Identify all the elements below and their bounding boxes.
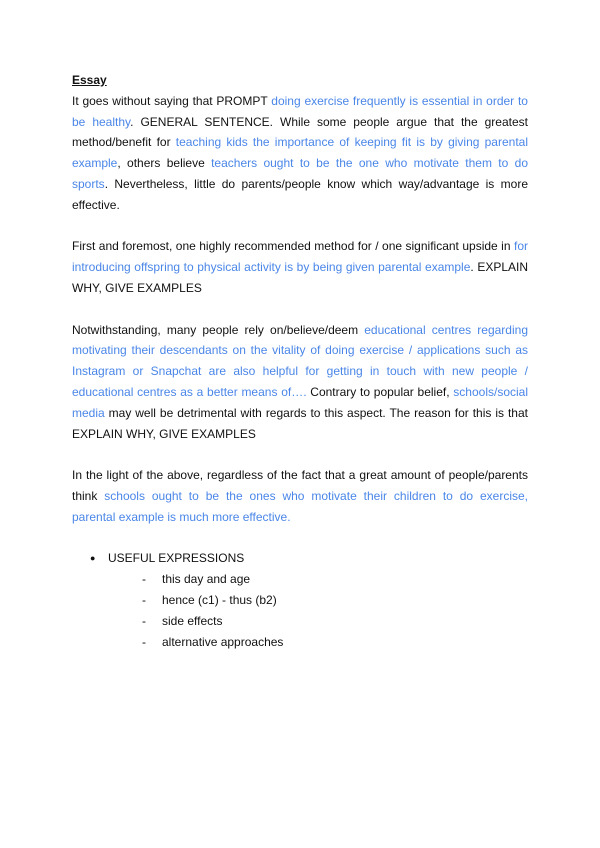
expression-item: - hence (c1) - thus (b2): [142, 590, 528, 611]
text-run: . Nevertheless, little do parents/people know which way/advantage is more effective.: [72, 176, 528, 212]
paragraph-introduction: [72, 91, 528, 216]
expression-item: - alternative approaches: [142, 632, 528, 653]
paragraph-conclusion: [72, 465, 528, 527]
text-run: It goes without saying that PROMPT: [72, 93, 272, 108]
text-run: . EXPLAIN WHY, GIVE EXAMPLES: [72, 260, 529, 295]
text-run: Contrary to popular belief,: [306, 384, 454, 399]
highlighted-text-run: doing exercise frequently is essential in order to be healthy: [72, 93, 528, 129]
expressions-sublist: [142, 569, 528, 652]
expression-item: - this day and age: [142, 569, 528, 590]
text-run: In the light of the above, regardless of the fact that a great amount of people/parents think: [72, 468, 528, 503]
highlighted-text-run: teachers ought to be the one who motivate them to do sports: [72, 156, 528, 191]
highlighted-text-run: for introducing offspring to physical activity is by being given parental example: [72, 239, 528, 275]
text-run: First and foremost, one highly recommended method for / one significant upside in: [72, 239, 514, 254]
paragraph-body-2: [72, 320, 528, 445]
useful-expressions-heading: USEFUL EXPRESSIONS: [108, 551, 245, 566]
text-run: Notwithstanding, many people rely on/believe/deem: [72, 322, 365, 337]
document-body: [72, 70, 528, 652]
highlighted-text-run: schools ought to be the ones who motivate their children to do exercise, parental example is much more effective.: [72, 488, 529, 524]
text-run: , others believe: [117, 156, 212, 171]
highlighted-text-run: teaching kids the importance of keeping fit is by giving parental example: [72, 135, 528, 171]
text-run: . GENERAL SENTENCE. While some people argue that the greatest method/benefit for: [72, 114, 528, 150]
highlighted-text-run: educational centres regarding motivating their descendants on the vitality of doing exercise / applications such as Instagram or Snapchat are also helpful for getting in touch with new people / educational centres as a better means of….: [72, 322, 528, 399]
text-run: may well be detrimental with regards to this aspect. The reason for this is that EXPLAIN WHY, GIVE EXAMPLES: [72, 405, 528, 441]
highlighted-text-run: schools/social media: [72, 384, 528, 420]
useful-expressions-list: [72, 548, 528, 652]
expression-item: - side effects: [142, 611, 528, 632]
essay-title: Essay: [72, 73, 107, 87]
paragraph-body-1: [72, 236, 528, 298]
useful-expressions-bullet: [90, 548, 528, 652]
